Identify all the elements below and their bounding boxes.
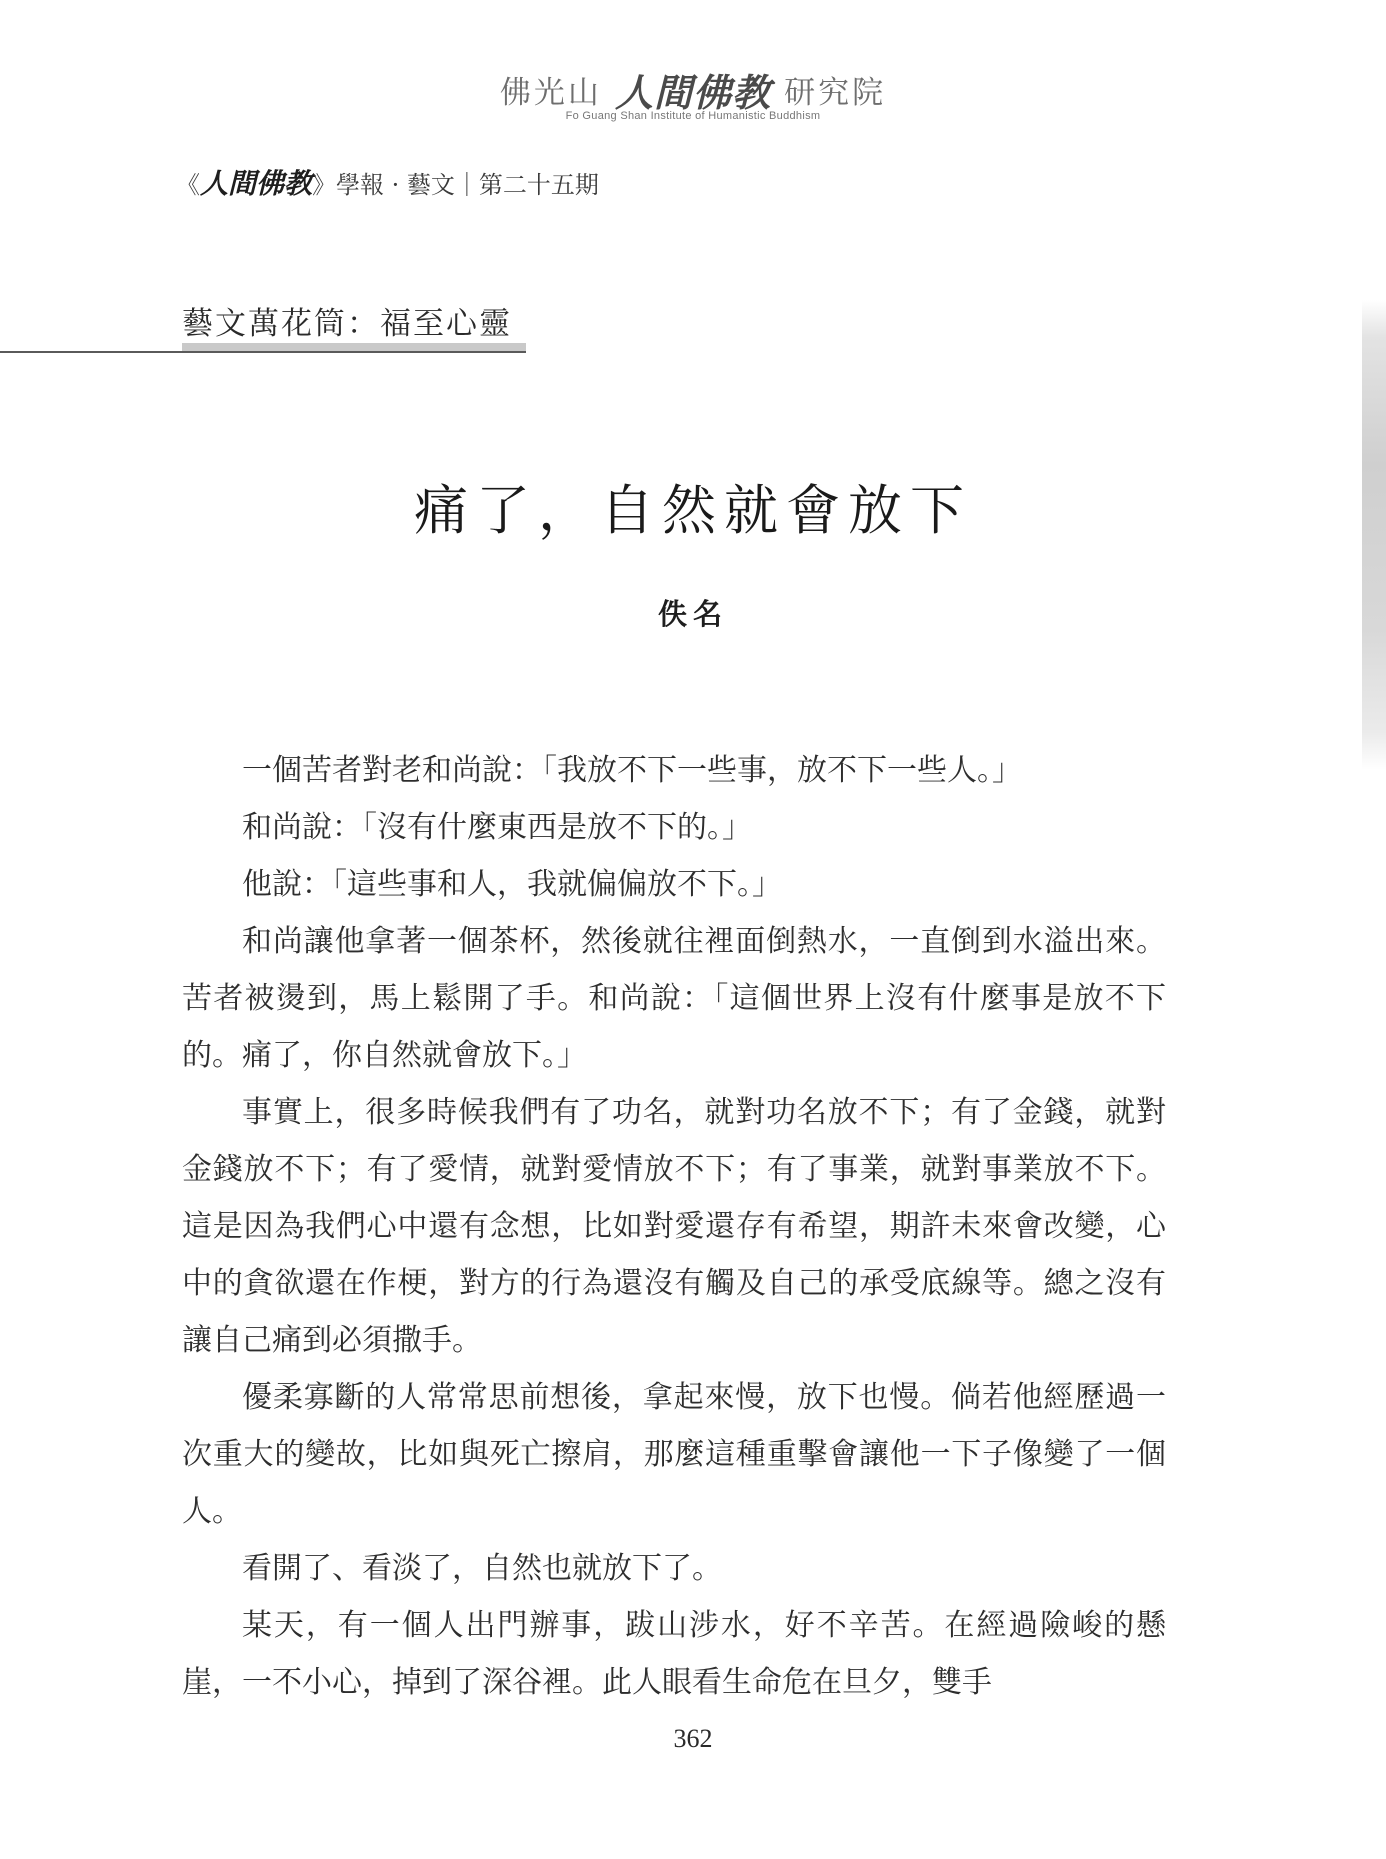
paragraph: 他說：「這些事和人，我就偏偏放不下。」 — [242, 867, 782, 902]
page-number: 362 — [673, 1724, 713, 1753]
article-author: 佚名 — [657, 597, 728, 631]
journal-logo: 人間佛教 — [200, 167, 313, 200]
paragraph: 某天，有一個人出門辦事，跋山涉水，好不辛苦。在經過險峻的懸崖，一不小心，掉到了深谷裡。此人眼看生命危在旦夕，雙手 — [182, 1608, 1166, 1700]
institute-logo: 人間佛教 — [614, 70, 771, 115]
column-rule — [0, 351, 526, 353]
institute-suffix: 研究院 — [784, 75, 887, 111]
article-body — [182, 742, 1166, 1711]
institute-english-name: Fo Guang Shan Institute of Humanistic Buddhism — [565, 110, 821, 122]
page-edge-decoration — [1362, 300, 1386, 770]
journal-line — [176, 162, 599, 202]
paragraph: 事實上，很多時候我們有了功名，就對功名放不下；有了金錢，就對金錢放不下；有了愛情，就對愛情放不下；有了事業，就對事業放不下。這是因為我們心中還有念想，比如對愛還存有希望，期許未來會改變，心中的貪欲還在作梗，對方的行為還沒有觸及自己的承受底線等。總之沒有讓自己痛到必須撒手。 — [182, 1095, 1166, 1358]
paragraph: 和尚說：「沒有什麼東西是放不下的。」 — [242, 810, 752, 845]
column-heading: 藝文萬花筒：福至心靈 — [182, 306, 512, 342]
journal-open-bracket: 《 — [176, 171, 200, 199]
paragraph: 優柔寡斷的人常常思前想後，拿起來慢，放下也慢。倘若他經歷過一次重大的變故，比如與死亡擦肩，那麼這種重擊會讓他一下子像變了一個人。 — [182, 1380, 1166, 1529]
paragraph: 一個苦者對老和尚說：「我放不下一些事，放不下一些人。」 — [242, 753, 1022, 788]
paragraph: 和尚讓他拿著一個茶杯，然後就往裡面倒熱水，一直倒到水溢出來。苦者被燙到，馬上鬆開了手。和尚說：「這個世界上沒有什麼事是放不下的。痛了，你自然就會放下。」 — [182, 924, 1166, 1073]
institute-prefix: 佛光山 — [499, 75, 602, 111]
institute-header — [0, 62, 1386, 117]
paragraph: 看開了、看淡了，自然也就放下了。 — [242, 1551, 722, 1586]
article-title: 痛了，自然就會放下 — [414, 479, 972, 542]
journal-issue-text: 》學報 · 藝文｜第二十五期 — [312, 171, 599, 199]
